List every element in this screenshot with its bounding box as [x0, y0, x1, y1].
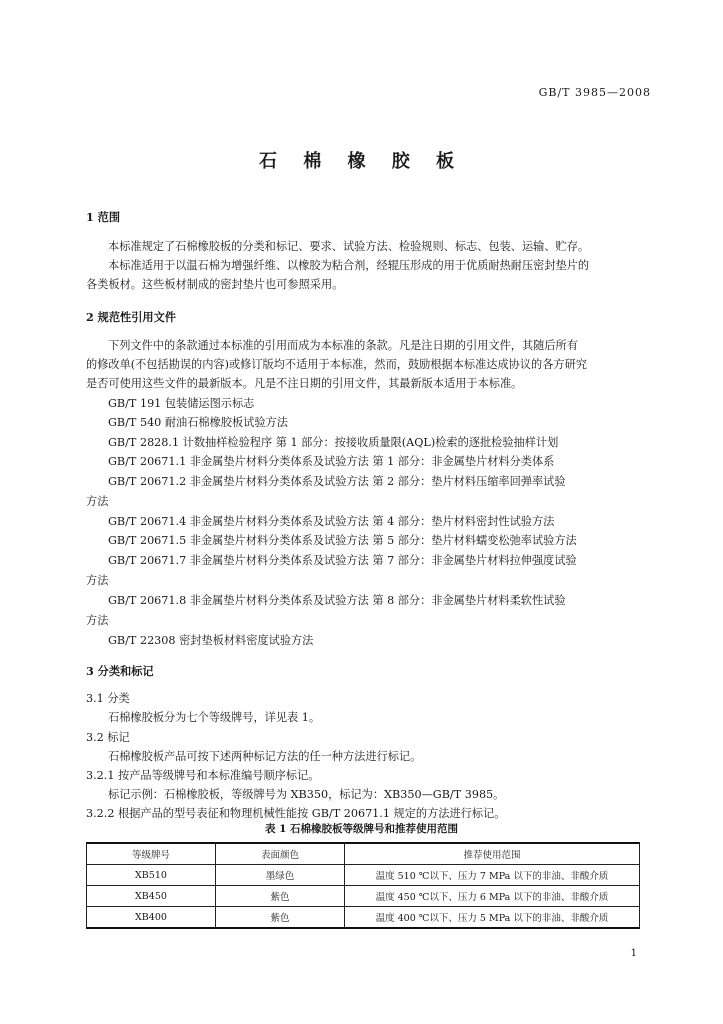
- text-line: 本标准规定了石棉橡胶板的分类和标记、要求、试验方法、检验规则、标志、包装、运输、贮存。: [108, 240, 590, 253]
- text-line: 下列文件中的条款通过本标准的引用而成为本标准的条款。凡是注日期的引用文件，其随后所有: [108, 339, 578, 352]
- page-number: 1: [630, 948, 637, 959]
- text-line: 3.1 分类: [86, 692, 130, 705]
- text-line: GB/T 20671.8 非金属垫片材料分类体系及试验方法 第 8 部分：非金属垫片材料柔软性试验: [108, 594, 566, 607]
- standard-number: GB/T 3985—2008: [538, 86, 651, 99]
- text-line: GB/T 20671.7 非金属垫片材料分类体系及试验方法 第 7 部分：非金属垫片材料拉伸强度试验: [108, 554, 577, 567]
- section-heading: 2 规范性引用文件: [86, 310, 176, 324]
- text-line: 标记示例：石棉橡胶板，等级牌号为 XB350，标记为：XB350—GB/T 3985。: [108, 788, 505, 801]
- table-caption: 表 1 石棉橡胶板等级牌号和推荐使用范围: [264, 823, 459, 835]
- text-line: 是否可使用这些文件的最新版本。凡是不注日期的引用文件，其最新版本适用于本标准。: [86, 377, 523, 390]
- text-line: GB/T 2828.1 计数抽样检验程序 第 1 部分：按接收质量限(AQL)检索的逐批检验抽样计划: [108, 436, 559, 449]
- text-line: 3.2 标记: [86, 731, 130, 744]
- text-line: 3.2.1 按产品等级牌号和本标准编号顺序标记。: [86, 769, 320, 782]
- table-row: [87, 886, 640, 907]
- text-line: GB/T 20671.5 非金属垫片材料分类体系及试验方法 第 5 部分：垫片材料蠕变松弛率试验方法: [108, 534, 577, 547]
- cell-usage: 温度 510 ℃以下、压力 7 MPa 以下的非油、非酸介质: [345, 865, 640, 886]
- header-grade: 等级牌号: [87, 843, 216, 865]
- text-line: GB/T 22308 密封垫板材料密度试验方法: [108, 634, 314, 647]
- section-heading: 1 范围: [86, 210, 121, 224]
- text-line: GB/T 20671.2 非金属垫片材料分类体系及试验方法 第 2 部分：垫片材料压缩率回弹率试验: [108, 475, 566, 488]
- cell-grade: XB450: [87, 886, 216, 907]
- cell-color: 紫色: [216, 907, 345, 929]
- header-usage: 推荐使用范围: [345, 843, 640, 865]
- text-line: 的修改单(不包括勘误的内容)或修订版均不适用于本标准，然而，鼓励根据本标准达成协议的各方研究: [86, 358, 587, 371]
- table-row: [87, 865, 640, 886]
- text-line: GB/T 20671.4 非金属垫片材料分类体系及试验方法 第 4 部分：垫片材料密封性试验方法: [108, 515, 555, 528]
- text-line: GB/T 20671.1 非金属垫片材料分类体系及试验方法 第 1 部分：非金属垫片材料分类体系: [108, 455, 555, 468]
- cell-usage: 温度 450 ℃以下、压力 6 MPa 以下的非油、非酸介质: [345, 886, 640, 907]
- table-row: [87, 907, 640, 929]
- cell-grade: XB400: [87, 907, 216, 929]
- text-line: 方法: [86, 574, 109, 587]
- cell-color: 紫色: [216, 886, 345, 907]
- header-color: 表面颜色: [216, 843, 345, 865]
- text-line: 3.2.2 根据产品的型号表征和物理机械性能按 GB/T 20671.1 规定的方法进行标记。: [86, 807, 506, 820]
- text-line: 本标准适用于以温石棉为增强纤维、以橡胶为粘合剂，经辊压形成的用于优质耐热耐压密封垫片的: [108, 259, 590, 272]
- text-line: GB/T 540 耐油石棉橡胶板试验方法: [108, 416, 288, 429]
- cell-usage: 温度 400 ℃以下、压力 5 MPa 以下的非油、非酸介质: [345, 907, 640, 929]
- text-line: 石棉橡胶板分为七个等级牌号，详见表 1。: [108, 711, 321, 724]
- cell-grade: XB510: [87, 865, 216, 886]
- text-line: 石棉橡胶板产品可按下述两种标记方法的任一种方法进行标记。: [108, 750, 422, 763]
- document-title: 石 棉 橡 胶 板: [258, 151, 465, 172]
- cell-color: 墨绿色: [216, 865, 345, 886]
- grade-table: [86, 842, 640, 929]
- text-line: 方法: [86, 495, 109, 508]
- table-header-row: [87, 843, 640, 865]
- section-heading: 3 分类和标记: [86, 664, 154, 678]
- text-line: GB/T 191 包装储运图示标志: [108, 397, 255, 410]
- text-line: 方法: [86, 614, 109, 627]
- text-line: 各类板材。这些板材制成的密封垫片也可参照采用。: [86, 278, 344, 291]
